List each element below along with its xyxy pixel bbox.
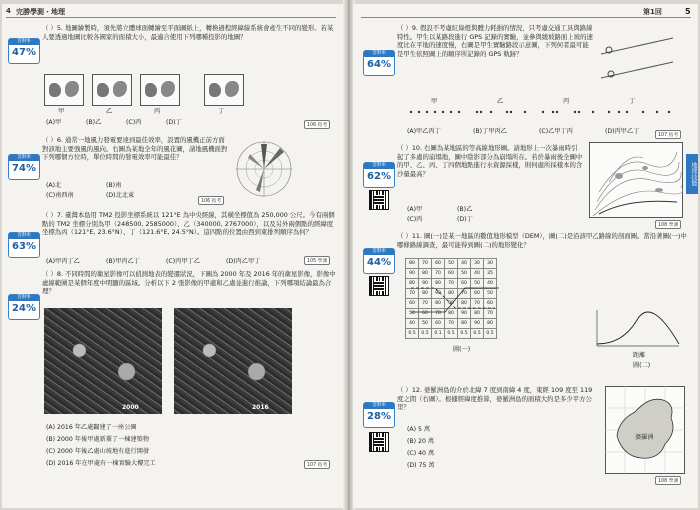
option-d[interactable]: (D)丁: [457, 216, 473, 223]
right-page-number: 5: [685, 7, 691, 16]
option-b[interactable]: (B) 2000 年後甲處新蓋了一棟建築物: [46, 436, 150, 443]
question-8: （ ）8. 不同時間的衛星影像可以偵測地表的變遷狀況，下圖為 2000 年及 2016 年的衛星影像，影像中虛線範圍是某個年度中明顯的區域。分析以下 2 張影像的甲處和乙處並進行推論，下列哪項結論最為合理？: [42, 270, 336, 296]
right-running-title: 第1回: [643, 8, 662, 16]
elevation-profile: [593, 308, 683, 352]
question-7: （ ）7. 臺灣本島用 TM2 投影坐標系統以 121°E 為中央經線，其橫坐標值為 250,000 公尺。今有兩個點的 TM2 坐標分別為甲（248500, 2585000）、乙（340000, 2767000），以及另外兩個點的經緯度坐標為丙（121°E, 23.6°N）、丁（121.6°E, 24.5°N）。這四點的位置由西到東排列順序為何？: [42, 211, 335, 237]
right-page: 第1回 5 地理技能 答對率 64% （ ）9. 假設不考慮紅綠燈與體力耗損的情況，只考慮交通工具與路線特性。甲生以某路段進行 GPS 記錄的實驗，並參與緩坡路面上坡的速度比在平地的速度慢，右圖是甲生實驗路段示意圖，下列何者最可能是甲生依照圖上的順序所記錄的 GPS 軌跡？ 甲 乙 丙 丁 (A)甲乙丙丁 (B)丁甲丙乙 (C)乙甲丁丙 (D)丙甲乙丁 107 指考 答對率 62% （ ）10. 右圖為某地區的等高線地形圖。請地形上一次暴雨時引起了多處的崩塌地，圖中陰影部分為崩塌所在。若於暴雨後全圖中的甲、乙、丙、丁四個地點進行水資源採樣，則何處所採樣本的含沙量最高？ (A)甲 (B)乙 (C)丙 (D)丁 108 學測 答對率 44% （ ）11. 圖(一)是某一地區的數值地形模型（DEM），圖(二)是沿該甲乙路線的剖面圖。當沿著圖(一)中哪條路線調查，最可能得到圖(二)的地形變化？ 80 70 60 50 40 30 30 90 80 70 60 50 40 35 80 90 80 70 60 50 40 70 80 90 80 70 60 50 60 70 80 90 80 70 60 50 60 70 80 90 80 70 40 50 60 70 80 90 80 0.5 0.5 0.1 0.5 0.5 0.5 0.5 圖(一) 距離 圖(二) 答對率 28% （ ）12. 婆羅洲島的介於北緯 7 度到南緯 4 度，東經 109 度至 119 度之間（右圖）。根據經緯度推算，婆羅洲島的面積大約是多少平方公里？ (A) 5 萬 (B) 20 萬 (C) 40 萬 (D) 75 萬 婆羅洲 108 學測: [353, 4, 698, 508]
option-d[interactable]: (D)北北東: [106, 192, 135, 199]
question-5: （ ）5. 地圖繪製時，須先將立體球面轉繪至平面圖紙上，轉換過程經緯線系統會產生不同的變形。若某人要透過地圖比較各國家的面積大小，最適合使用下列哪種投影的地圖？: [42, 24, 334, 41]
gps-dots: [407, 106, 677, 118]
question-stem: 右圖為某地區的等高線地形圖。請地形上一次暴雨時引起了多處的崩塌地，圖中陰影部分為崩塌所在。若於暴雨後全圖中的甲、乙、丙、丁四個地點進行水資源採樣，則何處所採樣本的含沙量最高？: [397, 144, 583, 178]
option-d[interactable]: (D)丙乙甲丁: [226, 258, 261, 265]
option-a[interactable]: (A) 2016 年乙處闢建了一座公園: [46, 424, 137, 431]
map-ding: [204, 74, 244, 106]
profile-axis-label: 距離: [633, 352, 646, 359]
option-b[interactable]: (B)甲丙乙丁: [106, 258, 140, 265]
header-rule: [361, 17, 691, 18]
exam-reference: 107 指考: [655, 130, 681, 139]
question-10: （ ）10. 右圖為某地區的等高線地形圖。請地形上一次暴雨時引起了多處的崩塌地，圖中陰影部分為崩塌所在。若於暴雨後全圖中的甲、乙、丙、丁四個地點進行水資源採樣，則何處所採樣本的含沙量最高？: [397, 144, 583, 178]
figure-caption: 圖(二): [633, 362, 651, 369]
option-c[interactable]: (C)丙: [126, 119, 142, 126]
question-stem: 臺灣本島用 TM2 投影坐標系統以 121°E 為中央經線，其橫坐標值為 250,000 公尺。今有兩個點的 TM2 坐標分別為甲（248500, 2585000）、乙（340000, 2767000），以及另外兩個點的經緯度坐標為丙（121°E, 23.6°N）、丁（121.6°E, 24.5°N）。這四點的位置由西到東排列順序為何？: [42, 211, 335, 237]
option-d[interactable]: (D) 75 萬: [407, 462, 435, 469]
question-stem: 地圖繪製時，須先將立體球面轉繪至平面圖紙上，轉換過程經緯線系統會產生不同的變形。若某人要透過地圖比較各國家的面積大小，最適合使用下列哪種投影的地圖？: [42, 24, 334, 41]
wind-rose-diagram: [234, 138, 300, 200]
satellite-image-2000: 2000: [44, 308, 162, 414]
correct-rate-badge: 答對率 74%: [8, 154, 40, 180]
exam-reference: 108 學測: [655, 220, 681, 229]
left-page: 4 完勝學測・地理 答對率 47% （ ）5. 地圖繪製時，須先將立體球面轉繪至平面圖紙上，轉換過程經緯線系統會產生不同的變形。若某人要透過地圖比較各國家的面積大小，最適合使用下列哪種投影的地圖？ 甲 乙 丙 丁 (A)甲 (B)乙 (C)丙 (D)丁 106 指考 答對率 74% （ ）6. 通常一地風力發電要達到最佳效率，設置的風機正前方面對該地主要強風的風向。右圖為某地全年的風花圖，請地風機面對下列哪個方位時，單位時間的發電效率可能最佳？ (A)北 (B)南 (C)南西南 (D)北北東 106 指考 答對率 63% （ ）7. 臺灣本島用 TM2 投影坐標系統以 121°E 為中央經線，其橫坐標值為 250,000 公尺。今有兩個點的 TM2 坐標分別為甲（248500, 2585000）、乙（340000, 2767000），以及另外兩個點的經緯度坐標為丙（121°E, 23.6°N）、丁（121.6°E, 24.5°N）。這四點的位置由西到東排列順序為何？ (A)甲丙丁乙 (B)甲丙乙丁 (C)丙甲丁乙 (D)丙乙甲丁 105 學測 答對率 24% （ ）8. 不同時間的衛星影像可以偵測地表的變遷狀況，下圖為 2000 年及 2016 年的衛星影像，影像中虛線範圍是某個年度中明顯的區域。分析以下 2 張影像的甲處和乙處並進行推論，下列哪項結論最為合理？ 2000 2016 (A) 2016 年乙處闢建了一座公園 (B) 2000 年後甲處新蓋了一棟建築物 (C) 2000 年後乙處山坡地有進行開發 (D) 2016 年在甲處有一棟實驗大樓完工 107 指考: [2, 4, 345, 508]
exam-reference: 106 指考: [304, 120, 330, 129]
route-diagram: [597, 28, 677, 86]
question-12: （ ）12. 婆羅洲島的介於北緯 7 度到南緯 4 度，東經 109 度至 119 度之間（右圖）。根據經緯度推算，婆羅洲島的面積大約是多少平方公里？: [397, 386, 593, 412]
satellite-image-2016: 2016: [174, 308, 292, 414]
option-a[interactable]: (A) 5 萬: [407, 426, 431, 433]
dem-grid: 80 70 60 50 40 30 30 90 80 70 60 50 40 35 80 90 80 70 60 50 40 70 80 90 80 70 60 50 60 70 80 90 80 70 60 50 60 70 80 90 80 70 40 50 60 70 80 90 80 0.5 0.5 0.1 0.5 0.5 0.5 0.5: [405, 258, 497, 339]
correct-rate-badge: 答對率 63%: [8, 232, 40, 258]
header-rule: [6, 17, 336, 18]
correct-rate-badge: 答對率 28%: [363, 402, 395, 428]
option-b[interactable]: (B)丁甲丙乙: [473, 128, 507, 135]
left-running-title: 完勝學測・地理: [16, 8, 65, 16]
option-c[interactable]: (C) 2000 年後乙處山坡地有進行開發: [46, 448, 150, 455]
option-a[interactable]: (A)甲丙丁乙: [46, 258, 80, 265]
map-label: 婆羅洲: [635, 434, 654, 441]
option-c[interactable]: (C)南西南: [46, 192, 74, 199]
exam-reference: 107 指考: [304, 460, 330, 469]
contour-map: [589, 142, 683, 218]
option-d[interactable]: (D)丙甲乙丁: [605, 128, 640, 135]
left-page-number: 4: [6, 7, 11, 15]
map-bing: [140, 74, 180, 106]
map-yi: [92, 74, 132, 106]
exam-reference: 106 指考: [198, 196, 224, 205]
correct-rate-badge: 答對率 64%: [363, 50, 395, 76]
option-a[interactable]: (A)甲: [407, 206, 423, 213]
option-d[interactable]: (D) 2016 年在甲處有一棟實驗大樓完工: [46, 460, 156, 467]
question-9: （ ）9. 假設不考慮紅綠燈與體力耗損的情況，只考慮交通工具與路線特性。甲生以某路段進行 GPS 記錄的實驗，並參與緩坡路面上坡的速度比在平地的速度慢，右圖是甲生實驗路段示意圖，下列何者最可能是甲生依照圖上的順序所記錄的 GPS 軌跡？: [397, 24, 593, 58]
option-b[interactable]: (B) 20 萬: [407, 438, 435, 445]
question-11: （ ）11. 圖(一)是某一地區的數值地形模型（DEM），圖(二)是沿該甲乙路線的剖面圖。當沿著圖(一)中哪條路線調查，最可能得到圖(二)的地形變化？: [397, 232, 687, 249]
exam-reference: 108 學測: [655, 476, 681, 485]
figure-caption: 圖(一): [453, 346, 471, 353]
question-stem: 婆羅洲島的介於北緯 7 度到南緯 4 度，東經 109 度至 119 度之間（右圖）。根據經緯度推算，婆羅洲島的面積大約是多少平方公里？: [397, 386, 593, 412]
qr-code[interactable]: [369, 190, 389, 210]
correct-rate-badge: 答對率 44%: [363, 248, 395, 274]
option-b[interactable]: (B)乙: [86, 119, 102, 126]
option-a[interactable]: (A)甲乙丙丁: [407, 128, 441, 135]
question-stem: 圖(一)是某一地區的數值地形模型（DEM），圖(二)是沿該甲乙路線的剖面圖。當沿著圖(一)中哪條路線調查，最可能得到圖(二)的地形變化？: [397, 232, 687, 249]
option-b[interactable]: (B)乙: [457, 206, 473, 213]
qr-code[interactable]: [369, 276, 389, 296]
borneo-map: [605, 386, 685, 474]
question-stem: 通常一地風力發電要達到最佳效率，設置的風機正前方面對該地主要強風的風向。右圖為某地全年的風花圖，請地風機面對下列哪個方位時，單位時間的發電效率可能最佳？: [42, 136, 228, 162]
section-side-tab[interactable]: 地理技能: [686, 154, 698, 194]
correct-rate-badge: 答對率 47%: [8, 38, 40, 64]
option-a[interactable]: (A)北: [46, 182, 62, 189]
option-b[interactable]: (B)南: [106, 182, 122, 189]
option-c[interactable]: (C)丙甲丁乙: [166, 258, 200, 265]
map-jia: [44, 74, 84, 106]
question-stem: 假設不考慮紅綠燈與體力耗損的情況，只考慮交通工具與路線特性。甲生以某路段進行 GPS 記錄的實驗，並參與緩坡路面上坡的速度比在平地的速度慢，右圖是甲生實驗路段示意圖，下列何者最可能是甲生依照圖上的順序所記錄的 GPS 軌跡？: [397, 24, 593, 58]
dem-route-lines: [405, 258, 503, 342]
option-c[interactable]: (C) 40 萬: [407, 450, 435, 457]
option-c[interactable]: (C)乙甲丁丙: [539, 128, 573, 135]
exam-reference: 105 學測: [304, 256, 330, 265]
option-a[interactable]: (A)甲: [46, 119, 62, 126]
correct-rate-badge: 答對率 24%: [8, 294, 40, 320]
option-c[interactable]: (C)丙: [407, 216, 423, 223]
qr-code[interactable]: [369, 432, 389, 452]
option-d[interactable]: (D)丁: [166, 119, 182, 126]
correct-rate-badge: 答對率 62%: [363, 162, 395, 188]
question-6: （ ）6. 通常一地風力發電要達到最佳效率，設置的風機正前方面對該地主要強風的風向。右圖為某地全年的風花圖，請地風機面對下列哪個方位時，單位時間的發電效率可能最佳？: [42, 136, 228, 162]
question-stem: 不同時間的衛星影像可以偵測地表的變遷狀況，下圖為 2000 年及 2016 年的衛星影像，影像中虛線範圍是某個年度中明顯的區域。分析以下 2 張影像的甲處和乙處並進行推論，下列哪項結論最為合理？: [42, 270, 336, 296]
